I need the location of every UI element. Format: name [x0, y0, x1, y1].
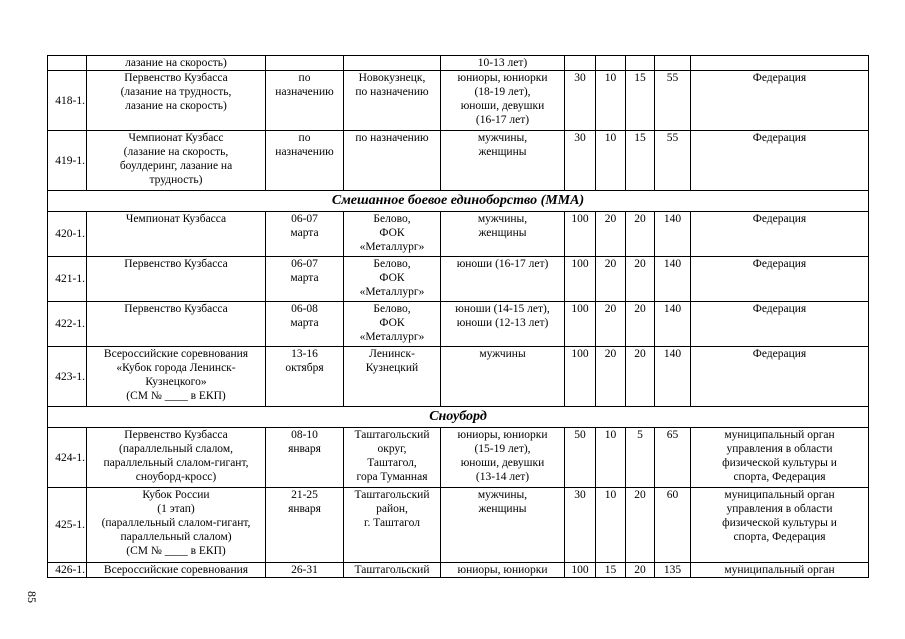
table-row	[48, 71, 869, 131]
table-row	[48, 302, 869, 347]
table-row	[48, 212, 869, 257]
event-place-cell	[344, 56, 441, 71]
count-2-cell: 10	[596, 131, 626, 191]
table-row	[48, 131, 869, 191]
section-title: Сноуборд	[48, 407, 869, 428]
events-table	[47, 55, 869, 578]
event-place-cell: Таштагольский район, г. Таштагол	[344, 488, 441, 563]
event-number-cell: 419-1.	[48, 131, 87, 191]
participants-cell: юниоры, юниорки (18-19 лет), юноши, девушки (16-17 лет)	[441, 71, 565, 131]
participants-cell: мужчины, женщины	[441, 131, 565, 191]
event-number-cell: 420-1.	[48, 212, 87, 257]
total-count-cell: 55	[655, 131, 691, 191]
total-count-cell	[655, 56, 691, 71]
count-2-cell: 15	[596, 563, 626, 578]
count-2-cell: 20	[596, 257, 626, 302]
organizer-cell: муниципальный орган управления в области физической культуры и спорта, Федерация	[691, 488, 869, 563]
event-name-cell: Первенство Кузбасса (параллельный слалом, параллельный слалом-гигант, сноуборд-кросс)	[87, 428, 266, 488]
count-2-cell	[596, 56, 626, 71]
count-1-cell: 50	[565, 428, 596, 488]
participants-cell: мужчины, женщины	[441, 212, 565, 257]
total-count-cell: 140	[655, 302, 691, 347]
count-1-cell: 30	[565, 131, 596, 191]
event-name-cell: Кубок России (1 этап) (параллельный слалом-гигант, параллельный слалом) (СМ № ____ в ЕКП)	[87, 488, 266, 563]
participants-cell: юниоры, юниорки (15-19 лет), юноши, девушки (13-14 лет)	[441, 428, 565, 488]
event-dates-cell: 26-31	[266, 563, 344, 578]
total-count-cell: 135	[655, 563, 691, 578]
count-2-cell: 20	[596, 302, 626, 347]
event-place-cell: Белово, ФОК «Металлург»	[344, 302, 441, 347]
table-row	[48, 347, 869, 407]
event-name-cell: Первенство Кузбасса (лазание на трудность, лазание на скорость)	[87, 71, 266, 131]
organizer-cell: Федерация	[691, 71, 869, 131]
event-dates-cell: 06-08 марта	[266, 302, 344, 347]
organizer-cell: муниципальный орган управления в области физической культуры и спорта, Федерация	[691, 428, 869, 488]
event-number-cell: 422-1.	[48, 302, 87, 347]
count-3-cell: 20	[626, 212, 655, 257]
participants-cell: 10-13 лет)	[441, 56, 565, 71]
event-name-cell: Чемпионат Кузбасса	[87, 212, 266, 257]
table-row	[48, 488, 869, 563]
organizer-cell: Федерация	[691, 212, 869, 257]
event-name-cell: лазание на скорость)	[87, 56, 266, 71]
event-number-cell: 425-1.	[48, 488, 87, 563]
event-name-cell: Всероссийские соревнования	[87, 563, 266, 578]
count-2-cell: 20	[596, 212, 626, 257]
total-count-cell: 65	[655, 428, 691, 488]
count-1-cell: 100	[565, 302, 596, 347]
event-dates-cell	[266, 56, 344, 71]
count-3-cell: 20	[626, 563, 655, 578]
count-2-cell: 10	[596, 428, 626, 488]
event-place-cell: Таштагольский	[344, 563, 441, 578]
event-place-cell: Новокузнецк, по назначению	[344, 71, 441, 131]
event-place-cell: Белово, ФОК «Металлург»	[344, 212, 441, 257]
event-name-cell: Первенство Кузбасса	[87, 302, 266, 347]
event-name-cell: Всероссийские соревнования «Кубок города Ленинск- Кузнецкого» (СМ № ____ в ЕКП)	[87, 347, 266, 407]
count-2-cell: 10	[596, 71, 626, 131]
count-1-cell: 100	[565, 563, 596, 578]
table-row	[48, 563, 869, 578]
event-dates-cell: 06-07 марта	[266, 212, 344, 257]
event-dates-cell: 08-10 января	[266, 428, 344, 488]
organizer-cell	[691, 56, 869, 71]
count-3-cell: 20	[626, 257, 655, 302]
page-number: 85	[25, 591, 39, 603]
count-2-cell: 20	[596, 347, 626, 407]
event-place-cell: по назначению	[344, 131, 441, 191]
count-1-cell	[565, 56, 596, 71]
table-row	[48, 257, 869, 302]
total-count-cell: 55	[655, 71, 691, 131]
total-count-cell: 140	[655, 347, 691, 407]
count-1-cell: 30	[565, 488, 596, 563]
count-3-cell: 15	[626, 131, 655, 191]
participants-cell: юноши (16-17 лет)	[441, 257, 565, 302]
event-number-cell: 421-1.	[48, 257, 87, 302]
count-2-cell: 10	[596, 488, 626, 563]
count-1-cell: 100	[565, 347, 596, 407]
total-count-cell: 140	[655, 212, 691, 257]
event-place-cell: Ленинск- Кузнецкий	[344, 347, 441, 407]
organizer-cell: Федерация	[691, 257, 869, 302]
event-dates-cell: по назначению	[266, 131, 344, 191]
event-number-cell: 423-1.	[48, 347, 87, 407]
event-dates-cell: 21-25 января	[266, 488, 344, 563]
event-number-cell	[48, 56, 87, 71]
section-header-row	[48, 191, 869, 212]
event-place-cell: Белово, ФОК «Металлург»	[344, 257, 441, 302]
organizer-cell: муниципальный орган	[691, 563, 869, 578]
organizer-cell: Федерация	[691, 302, 869, 347]
participants-cell: мужчины	[441, 347, 565, 407]
section-header-row	[48, 407, 869, 428]
event-dates-cell: 13-16 октября	[266, 347, 344, 407]
section-title: Смешанное боевое единоборство (ММА)	[48, 191, 869, 212]
count-3-cell: 15	[626, 71, 655, 131]
event-dates-cell: по назначению	[266, 71, 344, 131]
table-row	[48, 428, 869, 488]
participants-cell: мужчины, женщины	[441, 488, 565, 563]
organizer-cell: Федерация	[691, 347, 869, 407]
event-name-cell: Чемпионат Кузбасс (лазание на скорость, боулдеринг, лазание на трудность)	[87, 131, 266, 191]
count-1-cell: 100	[565, 212, 596, 257]
participants-cell: юноши (14-15 лет), юноши (12-13 лет)	[441, 302, 565, 347]
participants-cell: юниоры, юниорки	[441, 563, 565, 578]
count-1-cell: 100	[565, 257, 596, 302]
count-3-cell: 20	[626, 302, 655, 347]
table-row	[48, 56, 869, 71]
event-place-cell: Таштагольский округ, Таштагол, гора Туманная	[344, 428, 441, 488]
event-dates-cell: 06-07 марта	[266, 257, 344, 302]
count-1-cell: 30	[565, 71, 596, 131]
event-number-cell: 424-1.	[48, 428, 87, 488]
event-name-cell: Первенство Кузбасса	[87, 257, 266, 302]
event-number-cell: 426-1.	[48, 563, 87, 578]
count-3-cell: 20	[626, 488, 655, 563]
count-3-cell: 20	[626, 347, 655, 407]
total-count-cell: 140	[655, 257, 691, 302]
organizer-cell: Федерация	[691, 131, 869, 191]
count-3-cell	[626, 56, 655, 71]
count-3-cell: 5	[626, 428, 655, 488]
event-number-cell: 418-1.	[48, 71, 87, 131]
total-count-cell: 60	[655, 488, 691, 563]
